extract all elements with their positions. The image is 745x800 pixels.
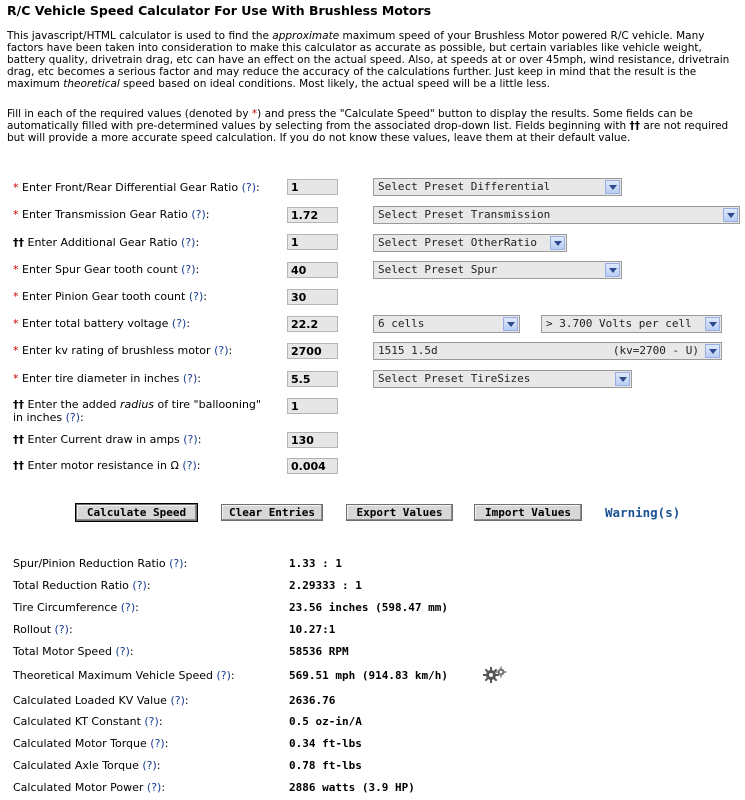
volts-per-cell-select[interactable]: > 3.700 Volts per cell [541,315,722,333]
help-link[interactable]: (?) [132,579,147,592]
trans-ratio-label: * Enter Transmission Gear Ratio (?): [13,208,210,221]
help-link[interactable]: (?) [146,781,162,794]
amps-label: †† Enter Current draw in amps (?): [13,433,202,446]
help-link[interactable]: (?) [144,715,159,728]
help-link[interactable]: (?) [115,645,130,658]
instructions-paragraph: Fill in each of the required values (denoted by *) and press the "Calculate Speed" button to display the results. Some fields can be automatically filled with pre-determined values by selecting from the associated drop-down list. Fields beginning with †† are not required but will provide a more accurate speed calculation. If you do not know these values, leave them at their default value. [7,108,729,144]
result-label: Theoretical Maximum Vehicle Speed (?): [13,669,235,682]
chevron-down-icon [705,317,720,331]
voltage-input[interactable] [287,316,338,332]
result-label: Total Reduction Ratio (?): [13,579,151,592]
clear-entries-button[interactable]: Clear Entries [221,504,323,521]
chevron-down-icon [615,372,630,386]
chevron-down-icon [550,236,565,250]
calculate-speed-button[interactable]: Calculate Speed [76,504,197,521]
help-link[interactable]: (?) [182,459,197,472]
diff-preset-select[interactable]: Select Preset Differential [373,178,622,196]
ballooning-label: †† Enter the added radius of tire "ballooning" in inches (?): [13,398,261,424]
import-values-button[interactable]: Import Values [474,504,582,521]
help-link[interactable]: (?) [150,737,165,750]
amps-input[interactable] [287,432,338,448]
chevron-down-icon [705,344,720,358]
result-value: 2636.76 [289,694,336,707]
diff-ratio-input[interactable] [287,179,338,195]
help-link[interactable]: (?) [241,181,256,194]
motor-preset-select[interactable]: 1515 1.5d (kv=2700 - U) [373,342,722,360]
result-label: Tire Circumference (?): [13,601,139,614]
addl-preset-select[interactable]: Select Preset OtherRatio [373,234,567,252]
result-label: Total Motor Speed (?): [13,645,134,658]
result-label: Rollout (?): [13,623,73,636]
result-label: Calculated Motor Torque (?): [13,737,169,750]
resistance-label: †† Enter motor resistance in Ω (?): [13,459,201,472]
result-label: Calculated Motor Power (?): [13,781,166,794]
result-value: 2886 watts (3.9 HP) [289,781,415,794]
chevron-down-icon [723,208,738,222]
trans-preset-select[interactable]: Select Preset Transmission [373,206,740,224]
intro-paragraph: This javascript/HTML calculator is used to find the approximate maximum speed of your Brushless Motor powered R/C vehicle. Many factors have been taken into consideration to make this calculator as accurate as possible, but certain variables like vehicle weight, battery quality, drivetrain drag, etc can have an effect on the actual speed. Also, at speeds at or over 45mph, wind resistance, drivetrain drag, etc becomes a serious factor and may reduce the accuracy of the calculations further. Just keep in mind that the result is the maximum theoretical speed based on ideal conditions. Most likely, the actual speed will be a little less. [7,30,730,90]
voltage-label: * Enter total battery voltage (?): [13,317,191,330]
warnings-link[interactable]: Warning(s) [605,505,681,520]
result-value: 2.29333 : 1 [289,579,362,592]
result-value: 58536 RPM [289,645,349,658]
tire-diameter-label: * Enter tire diameter in inches (?): [13,372,202,385]
gear-icon [482,665,508,683]
help-link[interactable]: (?) [191,208,206,221]
result-value: 0.78 ft-lbs [289,759,362,772]
help-link[interactable]: (?) [214,344,229,357]
page-title: R/C Vehicle Speed Calculator For Use With Brushless Motors [7,3,432,18]
help-link[interactable]: (?) [120,601,136,614]
help-link[interactable]: (?) [182,372,198,385]
result-value: 23.56 inches (598.47 mm) [289,601,448,614]
result-value: 0.5 oz-in/A [289,715,362,728]
help-link[interactable]: (?) [65,411,80,424]
help-link[interactable]: (?) [181,236,196,249]
cells-select[interactable]: 6 cells [373,315,520,333]
tire-diameter-input[interactable] [287,371,338,387]
help-link[interactable]: (?) [183,433,198,446]
trans-ratio-input[interactable] [287,207,338,223]
spur-preset-select[interactable]: Select Preset Spur [373,261,622,279]
kv-input[interactable] [287,343,338,359]
chevron-down-icon [605,180,620,194]
pinion-label: * Enter Pinion Gear tooth count (?): [13,290,207,303]
result-value: 0.34 ft-lbs [289,737,362,750]
addl-ratio-input[interactable] [287,234,338,250]
help-link[interactable]: (?) [170,694,185,707]
diff-ratio-label: * Enter Front/Rear Differential Gear Ratio (?): [13,181,260,194]
export-values-button[interactable]: Export Values [346,504,453,521]
pinion-input[interactable] [287,289,338,305]
spur-input[interactable] [287,262,338,278]
chevron-down-icon [503,317,518,331]
help-link[interactable]: (?) [171,317,187,330]
help-link[interactable]: (?) [181,263,196,276]
addl-ratio-label: †† Enter Additional Gear Ratio (?): [13,236,200,249]
help-link[interactable]: (?) [142,759,157,772]
chevron-down-icon [605,263,620,277]
result-label: Calculated Loaded KV Value (?): [13,694,189,707]
result-value: 569.51 mph (914.83 km/h) [289,669,448,682]
kv-label: * Enter kv rating of brushless motor (?): [13,344,233,357]
result-value: 10.27:1 [289,623,336,636]
ballooning-input[interactable] [287,398,338,414]
resistance-input[interactable] [287,458,338,474]
tire-preset-select[interactable]: Select Preset TireSizes [373,370,632,388]
help-link[interactable]: (?) [188,290,204,303]
help-link[interactable]: (?) [54,623,69,636]
result-value: 1.33 : 1 [289,557,342,570]
help-link[interactable]: (?) [169,557,184,570]
help-link[interactable]: (?) [216,669,231,682]
result-label: Calculated KT Constant (?): [13,715,163,728]
result-label: Spur/Pinion Reduction Ratio (?): [13,557,188,570]
result-label: Calculated Axle Torque (?): [13,759,161,772]
spur-label: * Enter Spur Gear tooth count (?): [13,263,200,276]
